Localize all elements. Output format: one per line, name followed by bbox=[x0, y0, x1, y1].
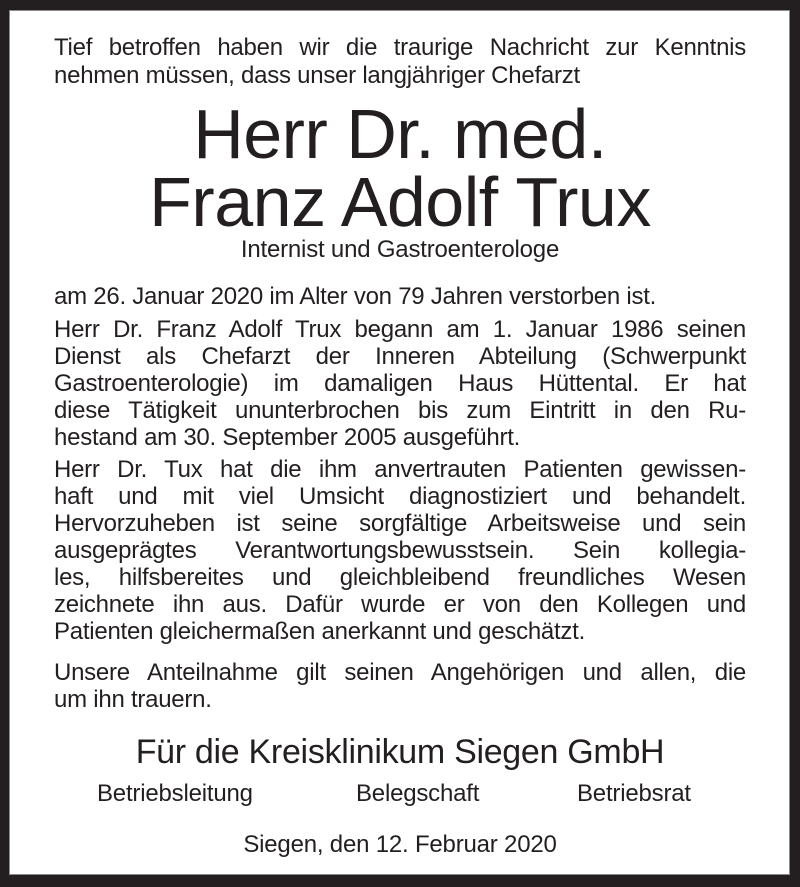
career-line-1: Herr Dr. Franz Adolf Trux begann am 1. Januar 1986 seinen bbox=[54, 316, 746, 343]
career-line-3: Gastroenterologie) im damaligen Haus Hüttental. Er hat bbox=[54, 370, 746, 397]
death-notice: am 26. Januar 2020 im Alter von 79 Jahren verstorben ist. bbox=[54, 283, 657, 310]
career-line-2: Dienst als Chefarzt der Inneren Abteilung (Schwerpunkt bbox=[54, 343, 746, 370]
tribute-line-5: les, hilfsbereites und gleichbleibend freundliches Wesen bbox=[54, 564, 746, 591]
tribute-line-6: zeichnete ihn aus. Dafür wurde er von den Kollegen und bbox=[54, 591, 746, 618]
deceased-profession: Internist und Gastroenterologe bbox=[240, 236, 560, 263]
signatory-works-council: Betriebsrat bbox=[577, 780, 691, 807]
tribute-line-7: Patienten gleichermaßen anerkannt und geschätzt. bbox=[54, 618, 586, 645]
tribute-line-2: haft und mit viel Umsicht diagnostiziert und behandelt. bbox=[54, 483, 746, 510]
signatory-staff: Belegschaft bbox=[356, 780, 480, 807]
condolence-line-2: um ihn trauern. bbox=[54, 686, 212, 713]
intro-line-1: Tief betroffen haben wir die traurige Nachricht zur Kenntnis bbox=[54, 34, 746, 61]
organization-signature: Für die Kreisklinikum Siegen GmbH bbox=[135, 733, 665, 771]
signatory-management: Betriebsleitung bbox=[97, 780, 253, 807]
career-line-4: diese Tätigkeit ununterbrochen bis zum Eintritt in den Ru- bbox=[54, 397, 746, 424]
tribute-line-4: ausgeprägtes Verantwortungsbewusstsein. Sein kollegia- bbox=[54, 537, 746, 564]
condolence-line-1: Unsere Anteilnahme gilt seinen Angehörigen und allen, die bbox=[54, 659, 746, 686]
tribute-line-1: Herr Dr. Tux hat die ihm anvertrauten Patienten gewissen- bbox=[54, 456, 746, 483]
career-line-5: hestand am 30. September 2005 ausgeführt. bbox=[54, 424, 521, 451]
tribute-line-3: Hervorzuheben ist seine sorgfältige Arbeitsweise und sein bbox=[54, 510, 746, 537]
intro-line-2: nehmen müssen, dass unser langjähriger Chefarzt bbox=[54, 62, 580, 89]
deceased-name: Franz Adolf Trux bbox=[149, 163, 651, 241]
deceased-title: Herr Dr. med. bbox=[193, 95, 607, 173]
place-date: Siegen, den 12. Februar 2020 bbox=[243, 831, 557, 858]
